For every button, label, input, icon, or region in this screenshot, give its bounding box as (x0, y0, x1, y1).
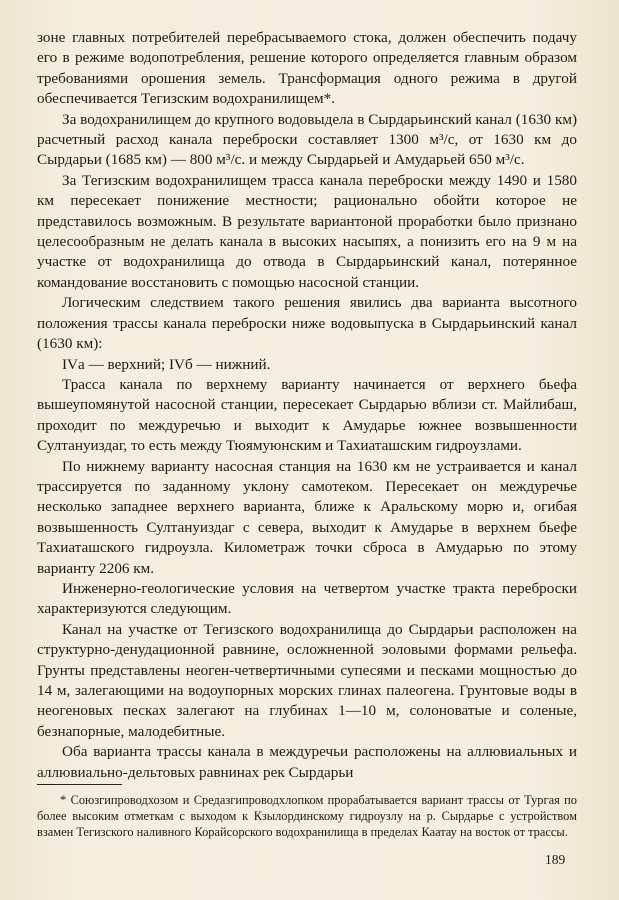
paragraph: Логическим следствием такого решения явились два варианта высотного положения трассы канала переброски ниже водовыпуска в Сырдарьинский канал (1630 км): (37, 294, 577, 353)
paragraph-variants-list: IVа — верхний; IVб — нижний. (62, 355, 271, 373)
paragraph: Оба варианта трассы канала в междуречьи расположены на аллювиальных и аллювиально-дельтовых равнинах рек Сырдарьи (37, 743, 577, 781)
paragraph: По нижнему варианту насосная станция на 1630 км не устраивается и канал трассируется по заданному уклону самотеком. Пересекает он междуречье несколько западнее верхнего варианта, ближе к Аральскому морю и, огибая возвышенность Султануиздаг с севера, выходит к Амударье в верхнем бьефе Тахиаташского гидроузла. Километраж точки сброса в Амударью по этому варианту 2206 км. (37, 457, 577, 577)
paragraph-continuation: зоне главных потребителей перебрасываемого стока, должен обеспечить подачу его в режиме водопотребления, решение которого определяется главным образом требованиями орошения земель. Трансформация одного режима в другой обеспечивается Тегизским водохранилищем*. (37, 29, 577, 108)
footnote-divider (37, 784, 122, 785)
paragraph: За Тегизским водохранилищем трасса канала переброски между 1490 и 1580 км пересекает понижение местности; рационально обойти которое не представилось возможным. В результате вариантоной проработки было признано целесообразным не делать канала в высоких насыпях, а понизить его на 9 м на участке от водохранилища до отвода в Сырдарьинский канал, потерянное командование восстановить с помощью насосной станции. (37, 171, 577, 291)
main-text (37, 28, 577, 783)
footnote: * Союзгипроводхозом и Средазгипроводхлопком прорабатывается вариант трассы от Тургая по более высоким отметкам с выходом к Кзылординскому гидроузлу на р. Сырдарье с устройством взамен Тегизского наливного Корайсорского водохранилища в пределах Каатау на восток от трассы. (37, 793, 577, 840)
paragraph: Канал на участке от Тегизского водохранилища до Сырдарьи расположен на структурно-денудационной равнине, осложненной эоловыми формами рельефа. Грунты представлены неоген-четвертичными супесями и песками мощностью до 14 м, залегающими на водоупорных морских глинах палеогена. Грунтовые воды в неогеновых песках залегают на глубинах 1—10 м, солоноватые и соленые, безнапорные, малодебитные. (37, 620, 577, 740)
paragraph: За водохранилищем до крупного водовыдела в Сырдарьинский канал (1630 км) расчетный расход канала переброски составляет 1300 м³/с, от 1630 км до Сырдарьи (1685 км) — 800 м³/с. и между Сырдарьей и Амударьей 650 м³/с. (37, 110, 577, 169)
page-number: 189 (545, 852, 566, 867)
paragraph: Инженерно-геологические условия на четвертом участке тракта переброски характеризуются следующим. (37, 579, 577, 618)
paragraph: Трасса канала по верхнему варианту начинается от верхнего бьефа вышеупомянутой насосной станции, пересекает Сырдарью вблизи ст. Майлибаш, проходит по междуречью и выходит к Амударье южнее возвышенности Султануиздаг, то есть между Тюямуюнским и Тахиаташским гидроузлами. (37, 375, 577, 455)
